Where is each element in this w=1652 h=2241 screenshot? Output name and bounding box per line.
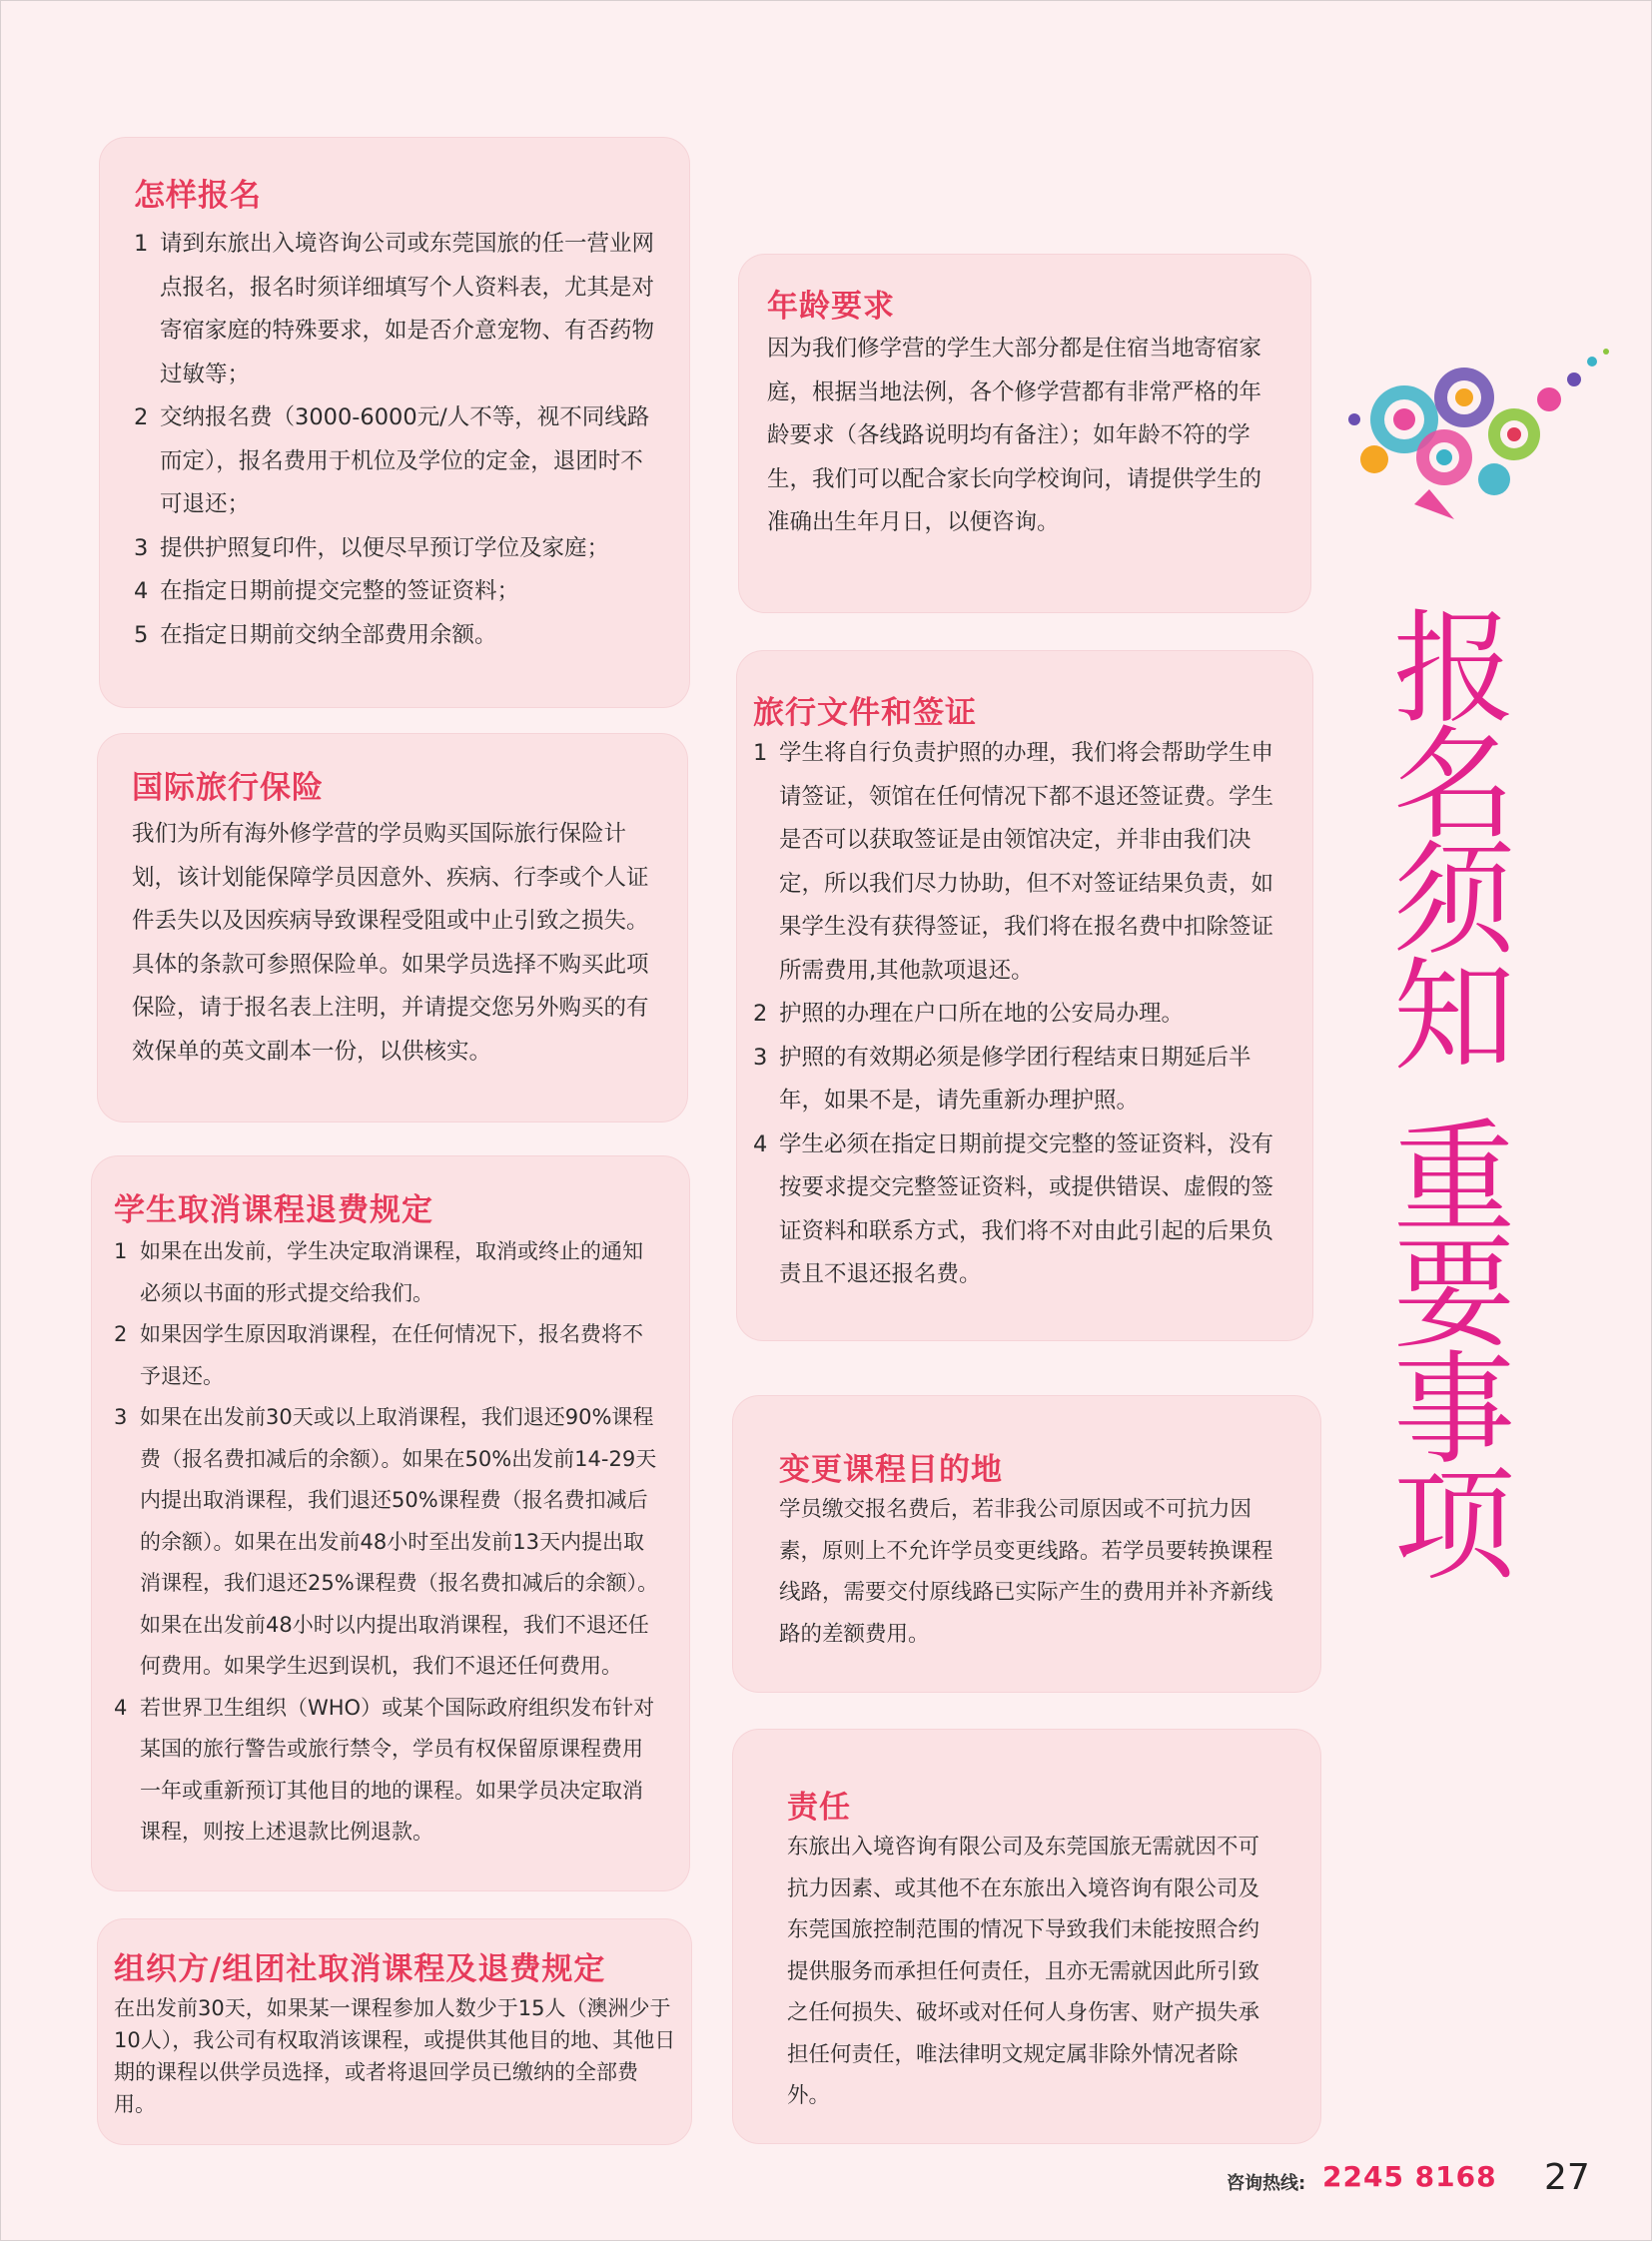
visa-title: 旅行文件和签证	[753, 695, 977, 731]
vertical-title-char: 重	[1393, 1108, 1515, 1249]
student-cancel-list	[114, 1231, 659, 1854]
how-to-register-section	[100, 138, 689, 707]
item-number: 4	[114, 1695, 128, 1720]
page-number: 27	[1544, 2157, 1590, 2198]
organizer-cancel-section	[98, 1919, 691, 2144]
insurance-title: 国际旅行保险	[132, 770, 324, 806]
list-item	[114, 1314, 659, 1397]
item-text: 如果因学生原因取消课程，在任何情况下，报名费将不予退还。	[140, 1322, 643, 1388]
list-item	[114, 1397, 659, 1688]
list-item	[134, 527, 659, 571]
vertical-title-char: 报	[1393, 598, 1515, 740]
item-text: 交纳报名费（3000-6000元/人不等，视不同线路而定），报名费用于机位及学位的定金，退团时不可退还；	[160, 404, 650, 517]
destination-change-section	[733, 1396, 1320, 1692]
how-to-register-list	[134, 223, 659, 657]
student-cancel-section	[92, 1156, 689, 1890]
insurance-section	[98, 734, 687, 1121]
item-text: 护照的有效期必须是修学团行程结束日期延后半年，如果不是，请先重新办理护照。	[779, 1044, 1251, 1114]
list-item	[753, 993, 1284, 1037]
vertical-title-char: 须	[1393, 830, 1515, 972]
decorative-swirl-graphic	[1334, 340, 1614, 529]
item-text: 提供护照复印件，以便尽早预订学位及家庭；	[160, 534, 610, 561]
vertical-title-char: 名	[1393, 714, 1515, 856]
item-number: 4	[134, 578, 149, 604]
list-item	[753, 1037, 1284, 1123]
destination-change-title: 变更课程目的地	[779, 1452, 1003, 1488]
visa-list	[753, 732, 1284, 1297]
list-item	[114, 1231, 659, 1314]
item-text: 护照的办理在户口所在地的公安局办理。	[779, 1001, 1185, 1027]
list-item	[134, 223, 659, 396]
item-text: 请到东旅出入境咨询公司或东莞国旅的任一营业网点报名，报名时须详细填写个人资料表，尤其是对寄宿家庭的特殊要求，如是否介意宠物、有否药物过敏等；	[160, 231, 655, 387]
item-number: 3	[114, 1405, 128, 1429]
organizer-cancel-title: 组织方/组团社取消课程及退费规定	[114, 1951, 606, 1987]
item-number: 3	[753, 1044, 768, 1071]
list-item	[134, 396, 659, 527]
item-number: 3	[134, 534, 149, 561]
student-cancel-title: 学生取消课程退费规定	[114, 1192, 433, 1228]
hotline-label: 咨询热线:	[1227, 2173, 1306, 2194]
age-section	[739, 255, 1310, 612]
list-item	[114, 1688, 659, 1854]
destination-change-text: 学员缴交报名费后，若非我公司原因或不可抗力因素，原则上不允许学员变更线路。若学员要转换课程线路，需要交付原线路已实际产生的费用并补齐新线路的差额费用。	[779, 1497, 1273, 1647]
item-text: 如果在出发前30天或以上取消课程，我们退还90%课程费（报名费扣减后的余额）。如果在50%出发前14-29天内提出取消课程，我们退还50%课程费（报名费扣减后的余额）。如果在出发前48小时至出发前13天内提出取消课程，我们退还25%课程费（报名费扣减后的余额）。如果在出发前48小时以内提出取消课程，我们不退还任何费用。如果学生迟到误机，我们不退还任何费用。	[140, 1405, 659, 1678]
list-item	[753, 1123, 1284, 1297]
item-text: 如果在出发前，学生决定取消课程，取消或终止的通知必须以书面的形式提交给我们。	[140, 1239, 643, 1305]
list-item	[134, 570, 659, 614]
item-number: 1	[114, 1239, 128, 1263]
vertical-title-char: 项	[1393, 1455, 1515, 1597]
organizer-cancel-text: 在出发前30天，如果某一课程参加人数少于15人（澳洲少于10人），我公司有权取消该课程，或提供其他目的地、其他日期的课程以供学员选择，或者将退回学员已缴纳的全部费用。	[114, 1996, 676, 2116]
list-item	[753, 732, 1284, 993]
hotline-number: 2245 8168	[1322, 2160, 1497, 2193]
liability-title: 责任	[787, 1790, 851, 1826]
item-text: 学生将自行负责护照的办理，我们将会帮助学生申请签证，领馆在任何情况下都不退还签证费。学生是否可以获取签证是由领馆决定，并非由我们决定，所以我们尽力协助，但不对签证结果负责，如果学生没有获得签证，我们将在报名费中扣除签证所需费用,其他款项退还。	[779, 740, 1274, 984]
item-number: 4	[753, 1130, 768, 1157]
item-number: 2	[753, 1001, 768, 1027]
item-text: 在指定日期前提交完整的签证资料；	[160, 578, 520, 604]
vertical-title	[1384, 598, 1524, 1597]
age-title: 年龄要求	[767, 289, 895, 325]
item-number: 1	[134, 231, 149, 257]
visa-section	[737, 651, 1312, 1340]
insurance-text: 我们为所有海外修学营的学员购买国际旅行保险计划，该计划能保障学员因意外、疾病、行李或个人证件丢失以及因疾病导致课程受阻或中止引致之损失。具体的条款可参照保险单。如果学员选择不购买此项保险，请于报名表上注明，并请提交您另外购买的有效保单的英文副本一份，以供核实。	[132, 821, 649, 1065]
liability-text: 东旅出入境咨询有限公司及东莞国旅无需就因不可抗力因素、或其他不在东旅出入境咨询有限公司及东莞国旅控制范围的情况下导致我们未能按照合约提供服务而承担任何责任，且亦无需就因此所引致之任何损失、破坏或对任何人身伤害、财产损失承担任何责任，唯法律明文规定属非除外情况者除外。	[787, 1835, 1260, 2108]
item-text: 学生必须在指定日期前提交完整的签证资料，没有按要求提交完整签证资料，或提供错误、虚假的签证资料和联系方式，我们将不对由此引起的后果负责且不退还报名费。	[779, 1130, 1274, 1287]
vertical-title-char: 事	[1393, 1339, 1515, 1481]
vertical-title-char: 知	[1393, 946, 1515, 1088]
liability-section	[733, 1730, 1320, 2143]
item-number: 2	[114, 1322, 128, 1346]
item-text: 在指定日期前交纳全部费用余额。	[160, 621, 497, 648]
item-text: 若世界卫生组织（WHO）或某个国际政府组织发布针对某国的旅行警告或旅行禁令，学员有权保留原课程费用一年或重新预订其他目的地的课程。如果学员决定取消课程，则按上述退款比例退款。	[140, 1695, 655, 1844]
list-item	[134, 614, 659, 658]
item-number: 5	[134, 621, 149, 648]
how-to-register-title: 怎样报名	[134, 178, 262, 214]
item-number: 2	[134, 404, 149, 430]
age-text: 因为我们修学营的学生大部分都是住宿当地寄宿家庭，根据当地法例，各个修学营都有非常严格的年龄要求（各线路说明均有备注）；如年龄不符的学生，我们可以配合家长向学校询问，请提供学生的准确出生年月日，以便咨询。	[767, 336, 1262, 535]
vertical-title-char: 要	[1393, 1223, 1515, 1365]
item-number: 1	[753, 740, 768, 766]
